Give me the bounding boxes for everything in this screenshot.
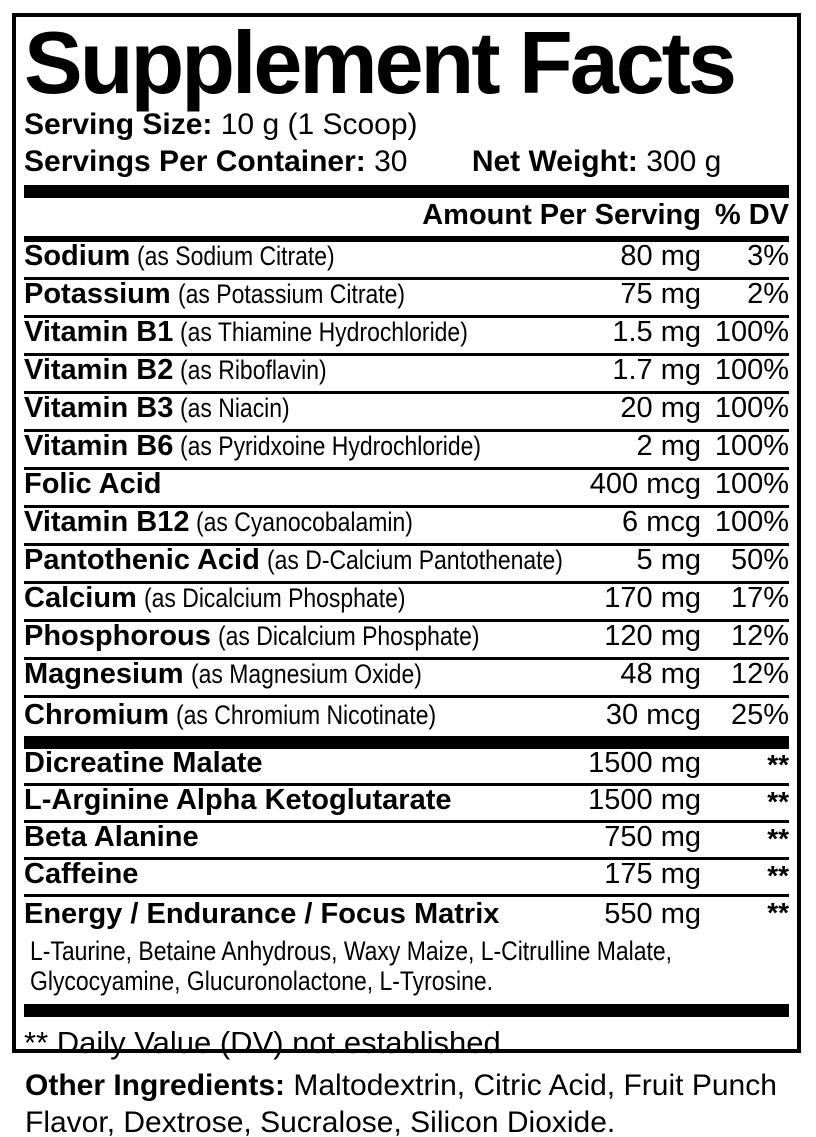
nutrient-amount: 120 mg <box>604 620 701 652</box>
nutrient-name-cell <box>24 278 620 311</box>
ingredient-name: Beta Alanine <box>24 821 199 853</box>
serving-size-label: Serving Size: <box>24 108 213 141</box>
ingredient-name: Caffeine <box>24 858 139 890</box>
blend-ingredients-line: Glycocyamine, Glucuronolactone, L-Tyrosine. <box>30 966 494 996</box>
nutrient-name-cell <box>24 468 590 501</box>
ingredient-dv: ** <box>767 860 789 891</box>
ingredient-dv: ** <box>767 749 789 780</box>
nutrient-dv: 50% <box>730 544 789 576</box>
nutrient-name-cell <box>24 354 612 387</box>
ingredient-name: L-Arginine Alpha Ketoglutarate <box>24 784 452 816</box>
table-row <box>24 786 789 823</box>
nutrient-name: Calcium <box>24 582 137 614</box>
nutrient-source: (as Riboflavin) <box>180 355 328 385</box>
nutrient-amount: 1.5 mg <box>612 316 701 348</box>
nutrient-dv: 3% <box>747 240 789 272</box>
table-row <box>24 280 789 318</box>
nutrient-amount: 170 mg <box>604 582 701 614</box>
nutrient-source: (as Dicalcium Phosphate) <box>143 583 406 613</box>
nutrient-dv: 17% <box>730 582 789 614</box>
nutrient-amount: 2 mg <box>636 430 701 462</box>
percent-dv-header: % DV <box>714 199 789 231</box>
nutrient-name-cell <box>24 620 604 653</box>
nutrient-dv: 100% <box>714 354 789 386</box>
nutrient-name: Vitamin B6 <box>24 430 174 462</box>
net-weight-value: 300 g <box>646 145 722 178</box>
ingredient-name-cell <box>24 821 604 854</box>
net-weight-label: Net Weight: <box>471 145 638 178</box>
table-row <box>24 622 789 660</box>
nutrient-amount: 20 mg <box>620 392 701 424</box>
table-row <box>24 470 789 508</box>
nutrient-name-cell <box>24 392 620 425</box>
daily-value-footnote: ** Daily Value (DV) not established. <box>24 1025 510 1060</box>
nutrient-dv: 2% <box>747 278 789 310</box>
supplement-facts-label <box>12 13 801 1060</box>
nutrient-source: (as Cyanocobalamin) <box>196 507 414 537</box>
nutrient-amount: 30 mcg <box>605 699 701 731</box>
nutrient-name: Vitamin B3 <box>24 392 174 424</box>
nutrient-name: Vitamin B12 <box>24 506 190 538</box>
ingredient-dv: ** <box>767 897 789 928</box>
net-weight-group <box>472 144 722 179</box>
nutrient-name-cell <box>24 430 637 463</box>
table-row <box>24 660 789 698</box>
ingredient-dv: ** <box>767 786 789 817</box>
table-row <box>24 356 789 394</box>
nutrient-source: (as Sodium Citrate) <box>137 241 336 271</box>
blend-rows <box>24 749 789 934</box>
table-row <box>24 823 789 860</box>
nutrient-dv: 100% <box>714 392 789 424</box>
blend-ingredients-line: L-Taurine, Betaine Anhydrous, Waxy Maize, L-Citrulline Malate, <box>30 936 673 966</box>
ingredient-amount: 550 mg <box>604 898 701 930</box>
nutrient-name: Sodium <box>24 240 131 272</box>
other-ingredients <box>25 1067 791 1137</box>
nutrient-amount: 48 mg <box>620 658 701 690</box>
nutrient-name-cell <box>24 699 606 732</box>
blend-description <box>24 934 789 1004</box>
table-row <box>24 546 789 584</box>
label-title: Supplement Facts <box>24 13 734 112</box>
nutrient-source: (as Chromium Nicotinate) <box>176 700 437 730</box>
nutrient-name: Pantothenic Acid <box>24 544 260 576</box>
column-header-row <box>24 198 789 236</box>
nutrient-amount: 80 mg <box>620 240 701 272</box>
nutrient-name-cell <box>24 506 622 539</box>
nutrient-name: Vitamin B1 <box>24 316 174 348</box>
nutrient-source: (as Magnesium Oxide) <box>190 659 422 689</box>
separator-bar-thick <box>24 185 789 198</box>
nutrient-name: Potassium <box>24 278 171 310</box>
separator-bar-thick <box>24 1004 789 1017</box>
nutrient-name: Vitamin B2 <box>24 354 174 386</box>
ingredient-name-cell <box>24 898 604 931</box>
nutrient-dv: 25% <box>730 699 789 731</box>
nutrient-dv: 12% <box>730 658 789 690</box>
ingredient-name-cell <box>24 784 588 817</box>
ingredient-dv: ** <box>767 823 789 854</box>
nutrient-name-cell <box>24 582 604 615</box>
nutrient-name: Chromium <box>24 699 169 731</box>
amount-per-serving-header: Amount Per Serving <box>422 199 701 231</box>
other-ingredients-label: Other Ingredients: <box>25 1069 286 1102</box>
nutrient-amount: 5 mg <box>636 544 701 576</box>
table-row <box>24 584 789 622</box>
ingredient-amount: 1500 mg <box>588 784 701 816</box>
ingredient-name-cell <box>24 747 588 780</box>
ingredient-amount: 750 mg <box>604 821 701 853</box>
other-ingredients-text: Maltodextrin, Citric Acid, Fruit Punch Flavor, Dextrose, Sucralose, Silicon Dioxide. <box>25 1069 777 1137</box>
table-row <box>24 394 789 432</box>
ingredient-amount: 175 mg <box>604 858 701 890</box>
table-row <box>24 749 789 786</box>
nutrient-source: (as Potassium Citrate) <box>177 279 405 309</box>
nutrient-dv: 12% <box>730 620 789 652</box>
nutrient-rows <box>24 242 789 736</box>
table-row <box>24 860 789 897</box>
table-row <box>24 432 789 470</box>
serving-size-row <box>24 107 789 142</box>
nutrient-dv: 100% <box>714 430 789 462</box>
nutrient-dv: 100% <box>714 506 789 538</box>
servings-per-container-value: 30 <box>374 145 408 178</box>
table-row <box>24 242 789 280</box>
table-row <box>24 318 789 356</box>
nutrient-source: (as Pyridxoine Hydrochloride) <box>180 431 482 461</box>
nutrient-source: (as Niacin) <box>180 393 291 423</box>
ingredient-name-cell <box>24 858 604 891</box>
nutrient-dv: 100% <box>714 316 789 348</box>
nutrient-name: Phosphorous <box>24 620 211 652</box>
nutrient-source: (as Thiamine Hydrochloride) <box>180 317 469 347</box>
nutrient-source: (as Dicalcium Phosphate) <box>217 621 480 651</box>
table-row <box>24 897 789 934</box>
nutrient-amount: 1.7 mg <box>612 354 701 386</box>
nutrient-amount: 6 mcg <box>622 506 701 538</box>
ingredient-name: Energy / Endurance / Focus Matrix <box>24 898 500 930</box>
serving-size-value: 10 g (1 Scoop) <box>220 108 418 141</box>
ingredient-amount: 1500 mg <box>588 747 701 779</box>
nutrient-amount: 75 mg <box>620 278 701 310</box>
nutrient-name: Magnesium <box>24 658 184 690</box>
nutrient-source: (as D-Calcium Pantothenate) <box>266 545 563 575</box>
servings-net-weight-row <box>24 144 789 179</box>
nutrient-dv: 100% <box>714 468 789 500</box>
nutrient-amount: 400 mcg <box>589 468 701 500</box>
nutrient-name-cell <box>24 544 637 577</box>
table-row <box>24 698 789 736</box>
table-row <box>24 508 789 546</box>
nutrient-name-cell <box>24 240 620 273</box>
nutrient-name-cell <box>24 658 620 691</box>
servings-per-container-label: Servings Per Container: <box>24 145 366 178</box>
ingredient-name: Dicreatine Malate <box>24 747 263 779</box>
nutrient-name-cell <box>24 316 612 349</box>
nutrient-name: Folic Acid <box>24 468 162 500</box>
